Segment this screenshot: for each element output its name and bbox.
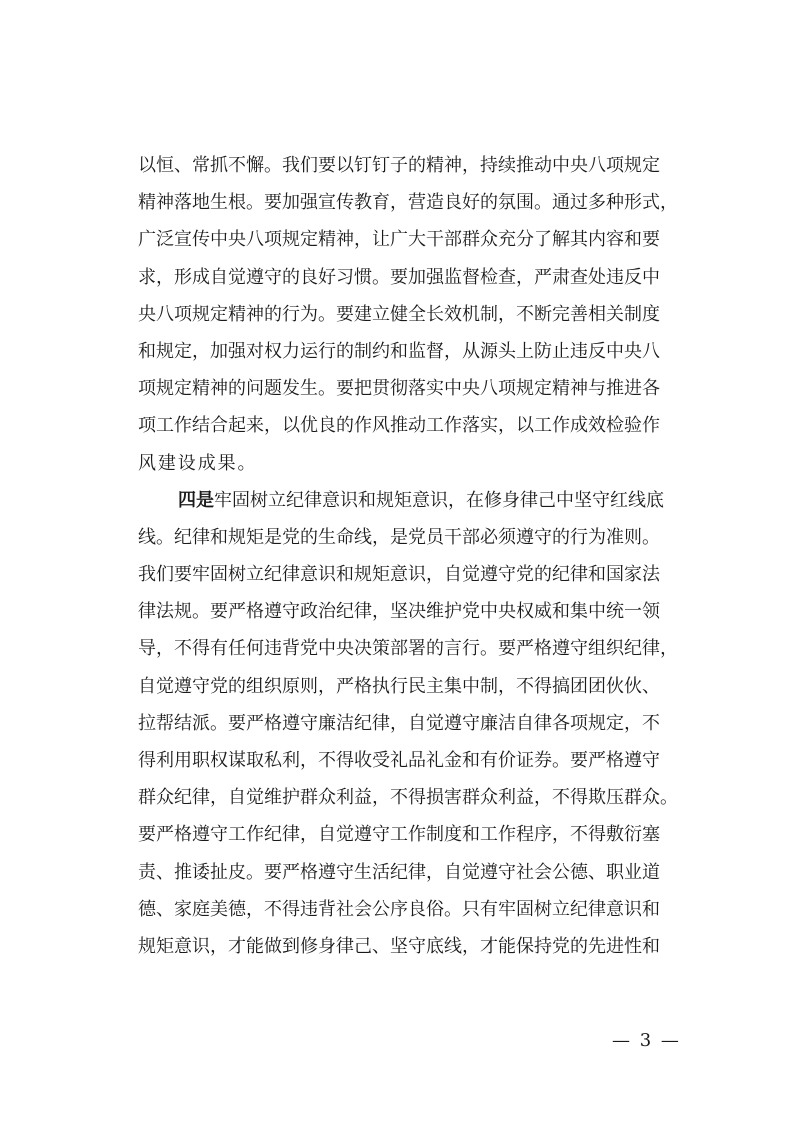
text-line: 央八项规定精神的行为。要建立健全长效机制，不断完善相关制度 <box>138 303 660 325</box>
text-line: 和规定，加强对权力运行的制约和监督，从源头上防止违反中央八 <box>138 340 660 362</box>
text-line: 德、家庭美德，不得违背社会公序良俗。只有牢固树立纪律意识和 <box>138 898 660 920</box>
paragraph-lead: 四是 <box>178 489 214 511</box>
paragraph-2 <box>138 482 678 965</box>
text-line: 导，不得有任何违背党中央决策部署的言行。要严格遵守组织纪律， <box>138 638 678 660</box>
text-line: 要严格遵守工作纪律，自觉遵守工作制度和工作程序，不得敷衍塞 <box>138 824 660 846</box>
text-line: 群众纪律，自觉维护群众利益，不得损害群众利益，不得欺压群众。 <box>138 787 678 809</box>
text-line: 线。纪律和规矩是党的生命线，是党员干部必须遵守的行为准则。 <box>138 526 660 548</box>
text-line: 求，形成自觉遵守的良好习惯。要加强监督检查，严肃查处违反中 <box>138 266 660 288</box>
document-body <box>138 147 678 965</box>
text-line: 责、推诿扯皮。要严格遵守生活纪律，自觉遵守社会公德、职业道 <box>138 861 660 883</box>
text-line: 精神落地生根。要加强宣传教育，营造良好的氛围。通过多种形式， <box>138 192 678 214</box>
text-line: 自觉遵守党的组织原则，严格执行民主集中制，不得搞团团伙伙、 <box>138 675 660 697</box>
text-line: 我们要牢固树立纪律意识和规矩意识，自觉遵守党的纪律和国家法 <box>138 564 660 586</box>
text-line: 律法规。要严格遵守政治纪律，坚决维护党中央权威和集中统一领 <box>138 601 660 623</box>
text-span: 牢固树立纪律意识和规矩意识，在修身律己中坚守红线底 <box>214 489 664 511</box>
text-line: 风建设成果。 <box>138 452 258 474</box>
text-line: 规矩意识，才能做到修身律己、坚守底线，才能保持党的先进性和 <box>138 935 660 957</box>
text-line: 项规定精神的问题发生。要把贯彻落实中央八项规定精神与推进各 <box>138 378 660 400</box>
text-line: 广泛宣传中央八项规定精神，让广大干部群众充分了解其内容和要 <box>138 229 660 251</box>
text-line: 拉帮结派。要严格遵守廉洁纪律，自觉遵守廉洁自律各项规定，不 <box>138 712 660 734</box>
text-line <box>138 482 664 519</box>
text-line: 得利用职权谋取私利，不得收受礼品礼金和有价证券。要严格遵守 <box>138 750 660 771</box>
text-line: 项工作结合起来，以优良的作风推动工作落实，以工作成效检验作 <box>138 415 660 437</box>
page-number: — 3 — <box>612 1030 681 1051</box>
text-line: 以恒、常抓不懈。我们要以钉钉子的精神，持续推动中央八项规定 <box>138 155 660 176</box>
paragraph-1 <box>138 147 678 482</box>
